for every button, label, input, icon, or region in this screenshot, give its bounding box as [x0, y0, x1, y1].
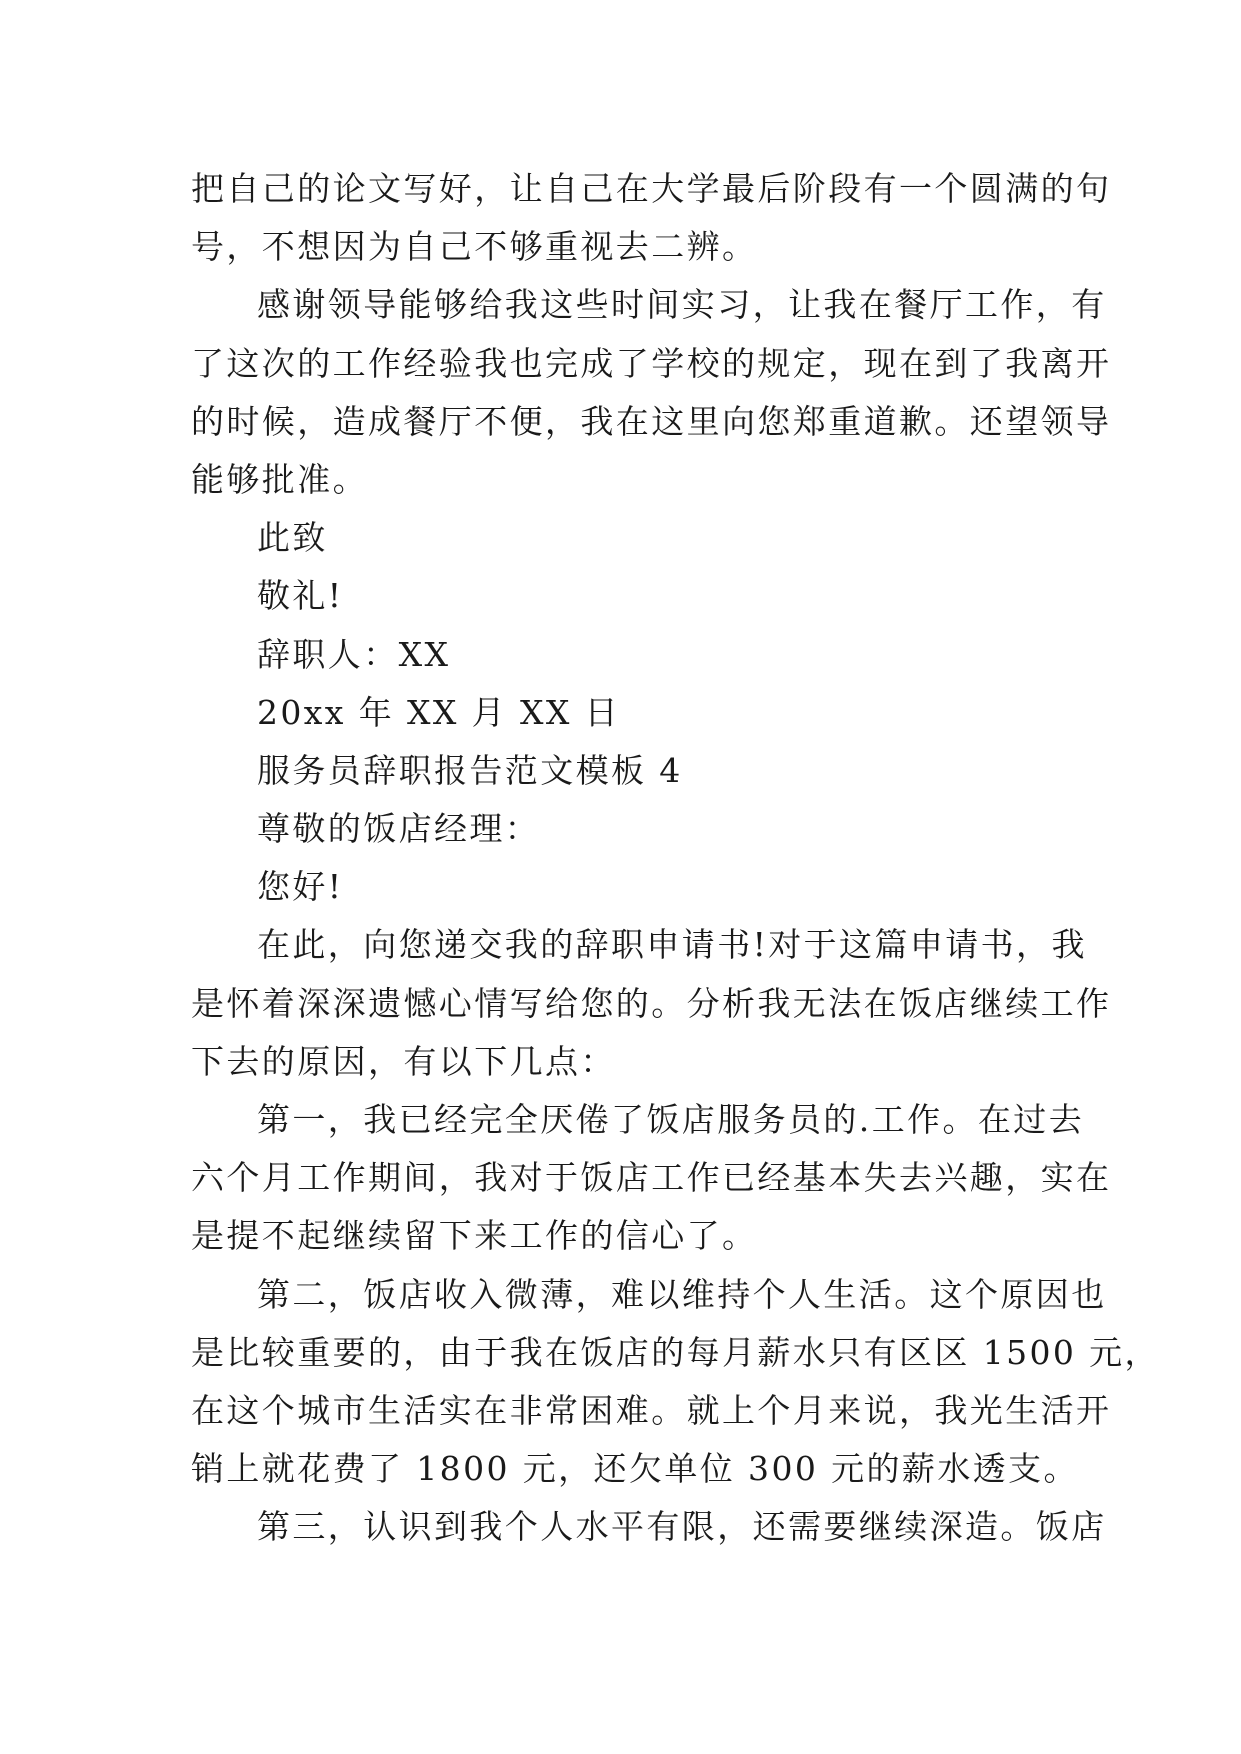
- paragraph: [191, 276, 1112, 509]
- paragraph: [191, 1498, 1107, 1556]
- text-line: 是比较重要的，由于我在饭店的每月薪水只有区区 1500 元，: [191, 1332, 1160, 1372]
- text-line: 是怀着深深遗憾心情写给您的。分析我无法在饭店继续工作: [191, 983, 1112, 1023]
- text-line: 销上就花费了 1800 元，还欠单位 300 元的薪水透支。: [191, 1449, 1079, 1489]
- text-line: 下去的原因，有以下几点：: [191, 1041, 616, 1081]
- closing-salutation: 此致: [257, 518, 328, 558]
- text-line: 了这次的工作经验我也完成了学校的规定，现在到了我离开: [191, 343, 1112, 383]
- text-line: 号，不想因为自己不够重视去二辨。: [191, 227, 758, 267]
- section-title: 服务员辞职报告范文模板 4: [257, 750, 683, 790]
- paragraph: [191, 160, 1112, 276]
- document-page: [191, 160, 1160, 1557]
- paragraph: [191, 1266, 1160, 1499]
- paragraph: [191, 916, 1112, 1091]
- text-line: 把自己的论文写好，让自己在大学最后阶段有一个圆满的句: [191, 169, 1112, 208]
- text-line: 在此，向您递交我的辞职申请书!对于这篇申请书，我: [257, 925, 1087, 965]
- text-line: 第二，饭店收入微薄，难以维持个人生活。这个原因也: [257, 1274, 1107, 1314]
- signature-line: 辞职人：XX: [257, 634, 451, 674]
- paragraph: [191, 1091, 1112, 1266]
- text-line: 六个月工作期间，我对于饭店工作已经基本失去兴趣，实在: [191, 1158, 1112, 1198]
- greeting-line: 您好!: [257, 867, 344, 907]
- date-line: 20xx 年 XX 月 XX 日: [257, 692, 621, 732]
- text-line: 是提不起继续留下来工作的信心了。: [191, 1216, 758, 1256]
- text-line: 在这个城市生活实在非常困难。就上个月来说，我光生活开: [191, 1390, 1112, 1430]
- text-line: 的时候，造成餐厅不便，我在这里向您郑重道歉。还望领导: [191, 401, 1112, 441]
- text-line: 感谢领导能够给我这些时间实习，让我在餐厅工作，有: [257, 285, 1107, 325]
- text-line: 第三，认识到我个人水平有限，还需要继续深造。饭店: [257, 1507, 1107, 1547]
- text-line: 能够批准。: [191, 459, 368, 499]
- greeting-line: 尊敬的饭店经理：: [257, 809, 541, 849]
- text-line: 第一，我已经完全厌倦了饭店服务员的.工作。在过去: [257, 1100, 1085, 1139]
- closing-regards: 敬礼!: [257, 576, 344, 616]
